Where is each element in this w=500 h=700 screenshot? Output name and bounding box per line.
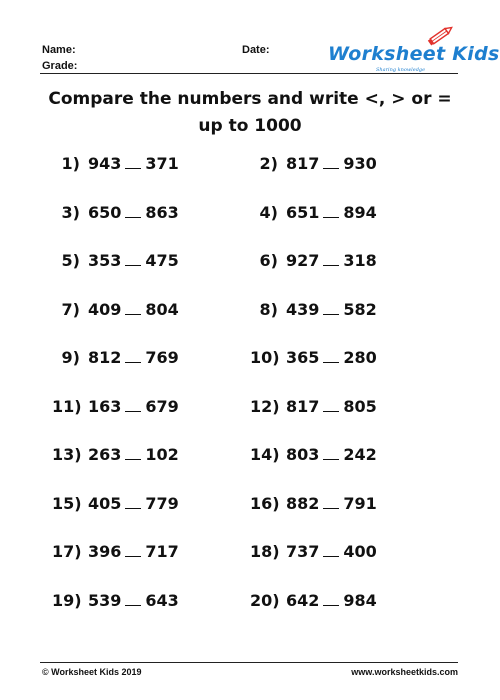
problem-number: 18): [250, 542, 280, 561]
logo-tagline: Sharing knowledge: [376, 67, 426, 73]
answer-blank[interactable]: [323, 494, 339, 509]
second-number: 318: [343, 251, 377, 270]
answer-blank[interactable]: [125, 348, 141, 363]
problem-item: [52, 493, 179, 517]
answer-blank[interactable]: [125, 300, 141, 315]
second-number: 804: [145, 299, 179, 319]
problem-item: [250, 347, 377, 371]
problem-number: 3): [61, 202, 80, 222]
answer-blank[interactable]: [323, 154, 339, 169]
footer-website: www.worksheetkids.com: [351, 667, 458, 677]
second-number: 863: [145, 202, 179, 222]
first-number: 650: [88, 202, 122, 222]
problem-number: 8): [259, 299, 278, 319]
first-number: 812: [88, 348, 122, 367]
problem-item: [52, 396, 179, 420]
problem-number: 13): [52, 445, 82, 464]
first-number: 817: [286, 154, 320, 173]
first-number: 817: [286, 396, 320, 416]
problem-number: 14): [250, 445, 280, 464]
second-number: 894: [343, 202, 377, 222]
answer-blank[interactable]: [323, 348, 339, 363]
answer-blank[interactable]: [125, 203, 141, 218]
answer-blank[interactable]: [323, 397, 339, 412]
problem-item: [250, 299, 377, 323]
answer-blank[interactable]: [323, 300, 339, 315]
second-number: 717: [145, 542, 179, 561]
first-number: 439: [286, 299, 320, 319]
second-number: 280: [343, 348, 377, 367]
answer-blank[interactable]: [323, 251, 339, 266]
grade-label: Grade:: [42, 60, 78, 72]
problem-item: [250, 396, 377, 420]
name-label: Name:: [42, 44, 76, 56]
problem-item: [52, 347, 179, 371]
title-line-1: Compare the numbers and write <, > or =: [48, 89, 452, 109]
first-number: 263: [88, 445, 122, 464]
problem-number: 1): [61, 154, 80, 173]
first-number: 803: [286, 445, 320, 464]
problem-number: 15): [52, 493, 82, 513]
first-number: 651: [286, 202, 320, 222]
problem-number: 12): [250, 396, 280, 416]
first-number: 365: [286, 348, 320, 367]
second-number: 371: [145, 154, 179, 173]
problem-number: 2): [259, 154, 278, 173]
answer-blank[interactable]: [125, 251, 141, 266]
problem-item: [52, 202, 179, 226]
first-number: 163: [88, 396, 122, 416]
problem-number: 11): [52, 396, 82, 416]
problem-item: [52, 153, 179, 177]
problem-number: 16): [250, 493, 280, 513]
answer-blank[interactable]: [323, 203, 339, 218]
second-number: 769: [145, 348, 179, 367]
problem-number: 4): [259, 202, 278, 222]
answer-blank[interactable]: [125, 542, 141, 557]
first-number: 405: [88, 493, 122, 513]
second-number: 643: [145, 590, 179, 610]
second-number: 679: [145, 396, 179, 416]
problem-number: 20): [250, 590, 280, 610]
second-number: 400: [343, 542, 377, 561]
first-number: 927: [286, 251, 320, 270]
problem-item: [250, 590, 377, 614]
problem-item: [52, 250, 179, 274]
problem-number: 10): [250, 348, 280, 367]
first-number: 353: [88, 251, 122, 270]
problem-number: 6): [259, 251, 278, 270]
problem-item: [52, 590, 179, 614]
second-number: 805: [343, 396, 377, 416]
second-number: 984: [343, 590, 377, 610]
problem-item: [52, 299, 179, 323]
second-number: 475: [145, 251, 179, 270]
problem-number: 9): [61, 348, 80, 367]
first-number: 737: [286, 542, 320, 561]
answer-blank[interactable]: [323, 445, 339, 460]
answer-blank[interactable]: [125, 154, 141, 169]
first-number: 882: [286, 493, 320, 513]
first-number: 396: [88, 542, 122, 561]
first-number: 539: [88, 590, 122, 610]
first-number: 409: [88, 299, 122, 319]
second-number: 791: [343, 493, 377, 513]
footer-divider: [40, 662, 458, 663]
date-label: Date:: [242, 44, 270, 56]
answer-blank[interactable]: [125, 494, 141, 509]
footer-copyright: © Worksheet Kids 2019: [42, 667, 142, 677]
problem-item: [250, 444, 377, 468]
answer-blank[interactable]: [125, 397, 141, 412]
problem-number: 17): [52, 542, 82, 561]
problem-item: [250, 153, 377, 177]
second-number: 930: [343, 154, 377, 173]
problem-item: [250, 493, 377, 517]
problem-item: [250, 202, 377, 226]
answer-blank[interactable]: [323, 591, 339, 606]
problem-number: 7): [61, 299, 80, 319]
answer-blank[interactable]: [125, 591, 141, 606]
problem-item: [250, 250, 377, 274]
problem-item: [250, 541, 377, 565]
first-number: 642: [286, 590, 320, 610]
second-number: 242: [343, 445, 377, 464]
second-number: 779: [145, 493, 179, 513]
answer-blank[interactable]: [323, 542, 339, 557]
logo-text: Worksheet Kids: [328, 43, 500, 65]
problem-item: [52, 541, 179, 565]
second-number: 102: [145, 445, 179, 464]
first-number: 943: [88, 154, 122, 173]
problem-number: 5): [61, 251, 80, 270]
title-line-2: up to 1000: [198, 116, 302, 136]
problem-item: [52, 444, 179, 468]
problem-number: 19): [52, 590, 82, 610]
second-number: 582: [343, 299, 377, 319]
answer-blank[interactable]: [125, 445, 141, 460]
